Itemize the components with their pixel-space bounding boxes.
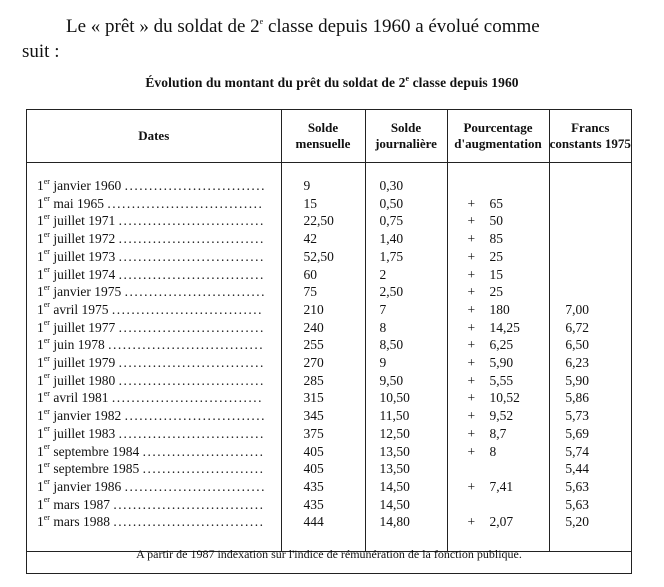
ordinal: 1 — [37, 178, 44, 193]
ordinal: 1 — [37, 301, 44, 317]
intro-text-a: Le « prêt » du soldat de 2 — [66, 16, 260, 37]
header-journaliere: Solde journalière — [365, 110, 447, 163]
ordinal: 1 — [37, 231, 44, 247]
cell-solde-journaliere: 8 — [365, 319, 447, 337]
plus-sign: + — [467, 284, 476, 300]
ordinal-sup: er — [43, 495, 50, 505]
pct-value: 14,25 — [489, 319, 520, 335]
cell-date — [27, 354, 281, 372]
intro-line-2: suit : — [22, 41, 60, 62]
cell-solde-mensuelle: 375 — [281, 425, 365, 443]
cell-solde-journaliere: 0,30 — [365, 177, 447, 195]
cell-solde-journaliere: 13,50 — [365, 460, 447, 478]
header-francs: Francs constants 1975 — [549, 110, 631, 163]
ordinal-sup: er — [43, 247, 50, 257]
pct-value: 180 — [489, 301, 510, 317]
cell-date — [27, 266, 281, 284]
ordinal: 1 — [37, 478, 44, 494]
ordinal-sup: er — [43, 354, 50, 363]
cell-francs-constants — [549, 212, 631, 230]
table-row — [27, 336, 631, 354]
dot-leader: ............................. — [124, 478, 266, 494]
cell-francs-constants — [549, 248, 631, 266]
cell-solde-mensuelle: 75 — [281, 283, 365, 301]
ordinal: 1 — [37, 266, 44, 282]
ordinal-sup: er — [43, 265, 50, 275]
plus-sign: + — [467, 213, 476, 229]
dot-leader: ............................. — [124, 178, 266, 193]
table-row — [27, 425, 631, 443]
ordinal-sup: er — [43, 283, 50, 292]
cell-solde-journaliere: 14,50 — [365, 478, 447, 496]
table-row — [27, 478, 631, 496]
date-text: juillet 1974 — [53, 266, 116, 282]
plus-sign: + — [467, 195, 476, 211]
pct-value: 5,55 — [489, 372, 514, 388]
cell-solde-mensuelle: 285 — [281, 372, 365, 390]
ordinal: 1 — [37, 248, 44, 264]
cell-solde-journaliere: 14,80 — [365, 513, 447, 531]
ordinal-sup: er — [43, 230, 50, 239]
ordinal: 1 — [37, 355, 44, 371]
table-row — [27, 407, 631, 425]
caption-sup: e — [405, 73, 410, 83]
cell-date — [27, 319, 281, 337]
cell-solde-journaliere: 8,50 — [365, 336, 447, 354]
ordinal-sup: er — [43, 477, 50, 487]
cell-date — [27, 389, 281, 407]
cell-solde-journaliere: 12,50 — [365, 425, 447, 443]
ordinal: 1 — [37, 372, 44, 388]
cell-pourcentage — [447, 425, 549, 443]
dot-leader: .............................. — [118, 248, 265, 264]
cell-solde-mensuelle: 270 — [281, 354, 365, 372]
ordinal: 1 — [37, 408, 44, 424]
cell-francs-constants: 6,23 — [565, 355, 589, 371]
pct-value: 2,07 — [489, 514, 514, 530]
dot-leader: ......................... — [142, 443, 265, 459]
table-row — [27, 266, 631, 284]
plus-sign: + — [467, 266, 476, 282]
date-text: mars 1988 — [53, 514, 110, 530]
plus-sign: + — [467, 514, 476, 530]
plus-sign: + — [467, 355, 476, 371]
ordinal-sup: er — [43, 389, 50, 398]
ordinal: 1 — [37, 284, 44, 300]
date-text: juillet 1983 — [53, 425, 116, 441]
plus-sign: + — [467, 390, 476, 406]
plus-sign: + — [467, 478, 476, 494]
cell-pourcentage — [447, 336, 549, 354]
cell-solde-journaliere: 13,50 — [365, 443, 447, 461]
date-text: janvier 1986 — [53, 478, 122, 494]
cell-pourcentage — [447, 407, 549, 425]
date-text: juin 1978 — [53, 337, 105, 353]
dot-leader: .............................. — [118, 231, 265, 247]
cell-date — [27, 177, 281, 195]
date-text: juillet 1980 — [53, 372, 116, 388]
cell-pourcentage — [447, 301, 549, 319]
cell-solde-mensuelle: 255 — [281, 336, 365, 354]
table-caption — [0, 75, 664, 91]
cell-solde-journaliere: 7 — [365, 301, 447, 319]
cell-solde-journaliere: 9 — [365, 354, 447, 372]
cell-francs-constants — [549, 266, 631, 284]
table-row — [27, 354, 631, 372]
cell-solde-mensuelle: 345 — [281, 407, 365, 425]
ordinal-sup: er — [43, 212, 50, 221]
plus-sign: + — [467, 425, 476, 441]
cell-solde-journaliere: 1,40 — [365, 230, 447, 248]
date-text: juillet 1972 — [53, 231, 116, 247]
cell-francs-constants: 5,74 — [565, 443, 589, 459]
cell-pourcentage — [447, 195, 549, 213]
ordinal: 1 — [37, 514, 44, 530]
ordinal: 1 — [37, 390, 44, 406]
cell-francs-constants — [549, 195, 631, 213]
ordinal: 1 — [37, 425, 44, 441]
cell-pourcentage — [447, 283, 549, 301]
ordinal: 1 — [37, 319, 44, 335]
cell-solde-journaliere: 1,75 — [365, 248, 447, 266]
dot-leader: ............................. — [124, 408, 266, 424]
table-row — [27, 460, 631, 478]
intro-paragraph — [22, 14, 642, 64]
table-row — [27, 496, 631, 514]
date-text: janvier 1960 — [53, 178, 122, 193]
plus-sign: + — [467, 231, 476, 247]
pct-value: 50 — [489, 213, 503, 229]
intro-sup: e — [259, 16, 264, 26]
ordinal-sup: er — [43, 371, 50, 381]
cell-date — [27, 248, 281, 266]
ordinal: 1 — [37, 461, 44, 477]
ordinal: 1 — [37, 337, 44, 353]
table-row — [27, 443, 631, 461]
cell-francs-constants: 5,86 — [565, 390, 589, 406]
cell-date — [27, 372, 281, 390]
intro-line-1 — [22, 14, 642, 39]
cell-solde-mensuelle: 405 — [281, 443, 365, 461]
header-pourcentage: Pourcentage d'augmentation — [447, 110, 549, 163]
pct-value: 5,90 — [489, 355, 514, 371]
cell-solde-mensuelle: 15 — [281, 195, 365, 213]
dot-leader: ............................... — [113, 514, 265, 530]
cell-solde-mensuelle: 240 — [281, 319, 365, 337]
table-row — [27, 230, 631, 248]
cell-pourcentage — [447, 478, 549, 496]
cell-pourcentage — [447, 443, 549, 461]
pct-value: 25 — [489, 248, 503, 264]
date-text: juillet 1979 — [53, 355, 116, 371]
plus-sign: + — [467, 372, 476, 388]
ordinal-sup: er — [43, 177, 50, 186]
spacer-row — [27, 163, 631, 178]
dot-leader: .............................. — [118, 266, 265, 282]
cell-date — [27, 478, 281, 496]
dot-leader: ............................... — [111, 390, 263, 406]
dot-leader: ................................ — [107, 195, 264, 211]
cell-francs-constants: 6,72 — [565, 319, 589, 335]
plus-sign: + — [467, 248, 476, 264]
date-text: avril 1981 — [53, 390, 109, 406]
header-mensuelle: Solde mensuelle — [281, 110, 365, 163]
cell-pourcentage — [447, 496, 549, 514]
caption-text: Évolution du montant du prêt du soldat de 2 — [145, 75, 406, 90]
table-row — [27, 372, 631, 390]
cell-francs-constants — [549, 177, 631, 195]
cell-francs-constants: 6,50 — [565, 337, 589, 353]
plus-sign: + — [467, 408, 476, 424]
table-row — [27, 283, 631, 301]
cell-solde-journaliere: 9,50 — [365, 372, 447, 390]
date-text: juillet 1971 — [53, 213, 116, 229]
dot-leader: .............................. — [118, 213, 265, 229]
date-text: juillet 1973 — [53, 248, 116, 264]
cell-date — [27, 513, 281, 531]
pct-value: 65 — [489, 195, 503, 211]
pct-value: 6,25 — [489, 337, 514, 353]
dot-leader: ............................... — [111, 301, 263, 317]
cell-date — [27, 443, 281, 461]
cell-date — [27, 460, 281, 478]
ordinal-sup: er — [43, 318, 50, 328]
cell-pourcentage — [447, 266, 549, 284]
cell-pourcentage — [447, 212, 549, 230]
ordinal-sup: er — [43, 460, 50, 469]
cell-solde-mensuelle: 22,50 — [281, 212, 365, 230]
cell-date — [27, 496, 281, 514]
ordinal-sup: er — [43, 407, 50, 416]
cell-date — [27, 212, 281, 230]
cell-date — [27, 283, 281, 301]
pct-value: 7,41 — [489, 478, 514, 494]
cell-pourcentage — [447, 248, 549, 266]
table-row — [27, 389, 631, 407]
pct-value: 10,52 — [489, 390, 520, 406]
cell-date — [27, 301, 281, 319]
cell-date — [27, 230, 281, 248]
cell-solde-mensuelle: 210 — [281, 301, 365, 319]
pct-value: 25 — [489, 284, 503, 300]
cell-pourcentage — [447, 513, 549, 531]
table-row — [27, 301, 631, 319]
cell-francs-constants: 5,44 — [565, 461, 589, 477]
dot-leader: ......................... — [142, 461, 265, 477]
cell-solde-mensuelle: 444 — [281, 513, 365, 531]
caption-rest: classe depuis 1960 — [409, 75, 519, 90]
cell-francs-constants — [549, 283, 631, 301]
table-frame — [26, 109, 632, 574]
table-row — [27, 212, 631, 230]
cell-solde-mensuelle: 9 — [281, 177, 365, 195]
cell-pourcentage — [447, 319, 549, 337]
table-row — [27, 319, 631, 337]
dot-leader: .............................. — [118, 372, 265, 388]
table-row — [27, 513, 631, 531]
cell-solde-journaliere: 2,50 — [365, 283, 447, 301]
pct-value: 9,52 — [489, 408, 514, 424]
ordinal: 1 — [37, 496, 44, 512]
date-text: mai 1965 — [53, 195, 104, 211]
cell-francs-constants: 5,20 — [565, 514, 589, 530]
pay-table — [27, 110, 631, 552]
dot-leader: .............................. — [118, 355, 265, 371]
header-row — [27, 110, 631, 163]
dot-leader: .............................. — [118, 319, 265, 335]
dot-leader: ................................ — [108, 337, 265, 353]
cell-francs-constants: 5,63 — [565, 478, 589, 494]
cell-solde-journaliere: 0,50 — [365, 195, 447, 213]
ordinal-sup: er — [43, 300, 50, 310]
cell-solde-mensuelle: 315 — [281, 389, 365, 407]
cell-solde-journaliere: 0,75 — [365, 212, 447, 230]
cell-date — [27, 195, 281, 213]
plus-sign: + — [467, 301, 476, 317]
dot-leader: ............................. — [124, 284, 266, 300]
table-row — [27, 177, 631, 195]
cell-solde-mensuelle: 435 — [281, 496, 365, 514]
ordinal-sup: er — [43, 336, 50, 345]
cell-pourcentage — [447, 389, 549, 407]
cell-pourcentage — [447, 177, 549, 195]
cell-solde-journaliere: 10,50 — [365, 389, 447, 407]
cell-solde-journaliere: 11,50 — [365, 407, 447, 425]
cell-francs-constants: 7,00 — [565, 301, 589, 317]
cell-solde-mensuelle: 60 — [281, 266, 365, 284]
cell-date — [27, 425, 281, 443]
ordinal-sup: er — [43, 424, 50, 434]
cell-solde-journaliere: 2 — [365, 266, 447, 284]
cell-francs-constants: 5,90 — [565, 372, 589, 388]
plus-sign: + — [467, 337, 476, 353]
pct-value: 8,7 — [489, 425, 507, 441]
pct-value: 8 — [489, 443, 497, 459]
header-dates: Dates — [27, 110, 281, 163]
cell-solde-mensuelle: 405 — [281, 460, 365, 478]
date-text: juillet 1977 — [53, 319, 116, 335]
date-text: janvier 1975 — [53, 284, 122, 300]
dot-leader: ............................... — [113, 496, 265, 512]
date-text: janvier 1982 — [53, 408, 122, 424]
date-text: mars 1987 — [53, 496, 110, 512]
cell-solde-journaliere: 14,50 — [365, 496, 447, 514]
cell-date — [27, 336, 281, 354]
pct-value: 85 — [489, 231, 503, 247]
pct-value: 15 — [489, 266, 503, 282]
date-text: avril 1975 — [53, 301, 109, 317]
cell-pourcentage — [447, 354, 549, 372]
cell-solde-mensuelle: 52,50 — [281, 248, 365, 266]
ordinal: 1 — [37, 195, 44, 211]
ordinal: 1 — [37, 213, 44, 229]
table-body — [27, 163, 631, 552]
date-text: septembre 1984 — [53, 443, 140, 459]
cell-solde-mensuelle: 435 — [281, 478, 365, 496]
cell-pourcentage — [447, 230, 549, 248]
cell-francs-constants: 5,73 — [565, 408, 589, 424]
dot-leader: .............................. — [118, 425, 265, 441]
ordinal-sup: er — [43, 513, 50, 522]
cell-francs-constants: 5,69 — [565, 425, 589, 441]
cell-pourcentage — [447, 460, 549, 478]
ordinal-sup: er — [43, 194, 50, 204]
cell-solde-mensuelle: 42 — [281, 230, 365, 248]
plus-sign: + — [467, 319, 476, 335]
table-footnote: A partir de 1987 indexation sur l'indice de rémunération de la fonction publique. — [136, 547, 522, 561]
ordinal: 1 — [37, 443, 44, 459]
intro-text-b: classe depuis 1960 a évolué comme — [263, 16, 540, 37]
cell-pourcentage — [447, 372, 549, 390]
cell-date — [27, 407, 281, 425]
cell-francs-constants: 5,63 — [565, 496, 589, 512]
date-text: septembre 1985 — [53, 461, 140, 477]
cell-francs-constants — [549, 230, 631, 248]
plus-sign: + — [467, 443, 476, 459]
ordinal-sup: er — [43, 442, 50, 452]
table-row — [27, 195, 631, 213]
table-row — [27, 248, 631, 266]
